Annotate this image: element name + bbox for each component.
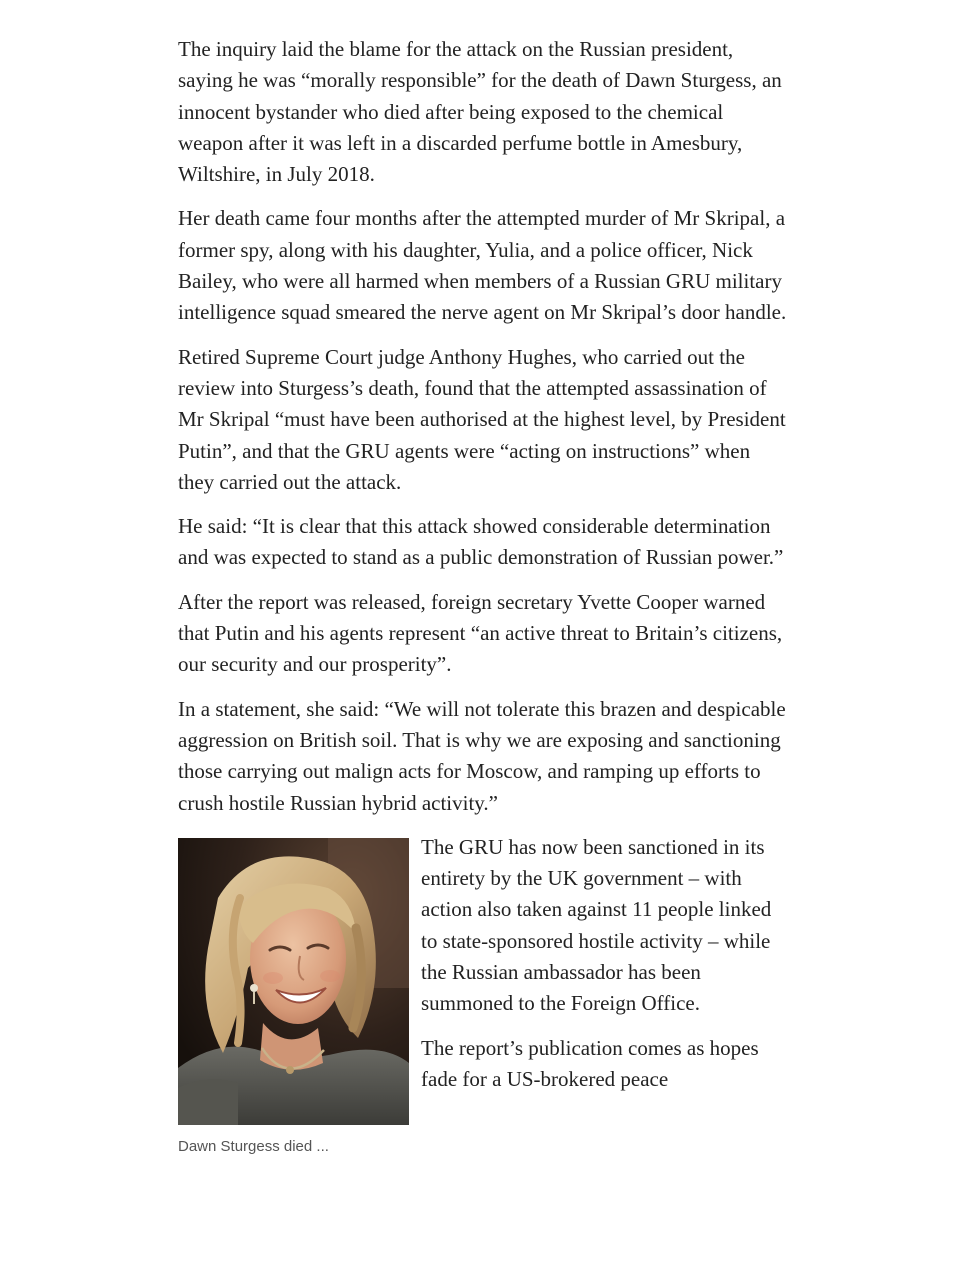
paragraph: Retired Supreme Court judge Anthony Hughes, who carried out the review into Sturgess’s death, found that the attempted assassination of Mr Skripal “must have been authorised at the highest level, by President Putin”, and that the GRU agents were “acting on instructions” when they carried out the attack. <box>178 344 786 494</box>
paragraph: The GRU has now been sanctioned in its entirety by the UK government – with action also taken against 11 people linked to state-sponsored hostile activity – while the Russian ambassador has been summoned to the Foreign Office. <box>421 834 772 1016</box>
article-body <box>178 34 788 1155</box>
paragraph: The report’s publication comes as hopes fade for a US-brokered peace <box>421 1035 759 1091</box>
paragraph: He said: “It is clear that this attack showed considerable determination and was expected to stand as a public demonstration of Russian power.” <box>178 514 784 570</box>
paragraph: The inquiry laid the blame for the attack on the Russian president, saying he was “morally responsible” for the death of Dawn Sturgess, an innocent bystander who died after being exposed to the chemical weapon after it was left in a discarded perfume bottle in Amesbury, Wiltshire, in July 2018. <box>178 37 782 187</box>
paragraph: Her death came four months after the attempted murder of Mr Skripal, a former spy, along with his daughter, Yulia, and a police officer, Nick Bailey, who were all harmed when members of a Russian GRU military intelligence squad smeared the nerve agent on Mr Skripal’s door handle. <box>178 206 787 325</box>
wrapped-text-column <box>421 832 788 1095</box>
portrait-image <box>178 838 409 1125</box>
paragraph: In a statement, she said: “We will not tolerate this brazen and despicable aggression on British soil. That is why we are exposing and sanctioning those carrying out malign acts for Moscow, and ramping up efforts to crush hostile Russian hybrid activity.” <box>178 696 786 815</box>
figure-with-text <box>178 832 788 1155</box>
photo-caption: Dawn Sturgess died ... <box>178 1137 329 1155</box>
paragraph: After the report was released, foreign secretary Yvette Cooper warned that Putin and his agents represent “an active threat to Britain’s citizens, our security and our prosperity”. <box>178 589 783 677</box>
article-photo[interactable] <box>178 838 409 1125</box>
